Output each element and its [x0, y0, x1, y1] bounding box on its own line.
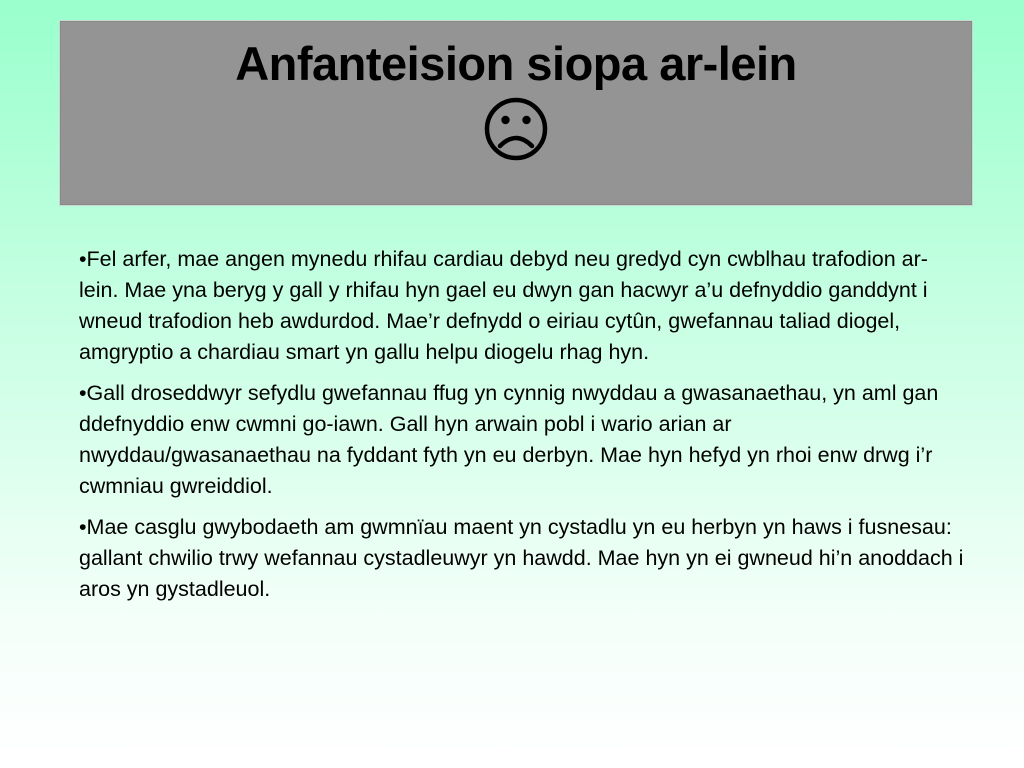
slide-title: Anfanteision siopa ar-lein — [235, 37, 797, 90]
sad-face-icon — [483, 96, 549, 162]
bullet-item-2 — [79, 378, 964, 502]
bullet-item-3 — [79, 512, 964, 605]
bullet-marker: • — [79, 381, 87, 405]
bullet-text: Gall droseddwyr sefydlu gwefannau ffug yn cynnig nwyddau a gwasanaethau, yn aml gan ddefnyddio enw cwmni go-iawn. Gall hyn arwain pobl i wario arian ar nwyddau/gwasanaethau na fyddant fyth yn eu derbyn. Mae hyn hefyd yn rhoi enw drwg i’r cwmniau gwreiddiol. — [79, 381, 939, 498]
bullet-marker: • — [79, 247, 87, 271]
bullet-text: Mae casglu gwybodaeth am gwmnïau maent yn cystadlu yn eu herbyn yn haws i fusnesau: gallant chwilio trwy wefannau cystadleuwyr yn hawdd. Mae hyn yn ei gwneud hi’n anoddach i aros yn gystadleuol. — [79, 515, 964, 601]
slide-title-box — [60, 21, 972, 205]
bullet-marker: • — [79, 515, 87, 539]
bullet-text: Fel arfer, mae angen mynedu rhifau cardiau debyd neu gredyd cyn cwblhau trafodion ar-lein. Mae yna beryg y gall y rhifau hyn gael eu dwyn gan hacwyr a’u defnyddio ganddynt i wneud trafodion heb awdurdod. Mae’r defnydd o eiriau cytûn, gwefannau taliad diogel, amgryptio a chardiau smart yn gallu helpu diogelu rhag hyn. — [79, 247, 928, 364]
slide-body — [79, 244, 964, 615]
bullet-item-1 — [79, 244, 964, 368]
